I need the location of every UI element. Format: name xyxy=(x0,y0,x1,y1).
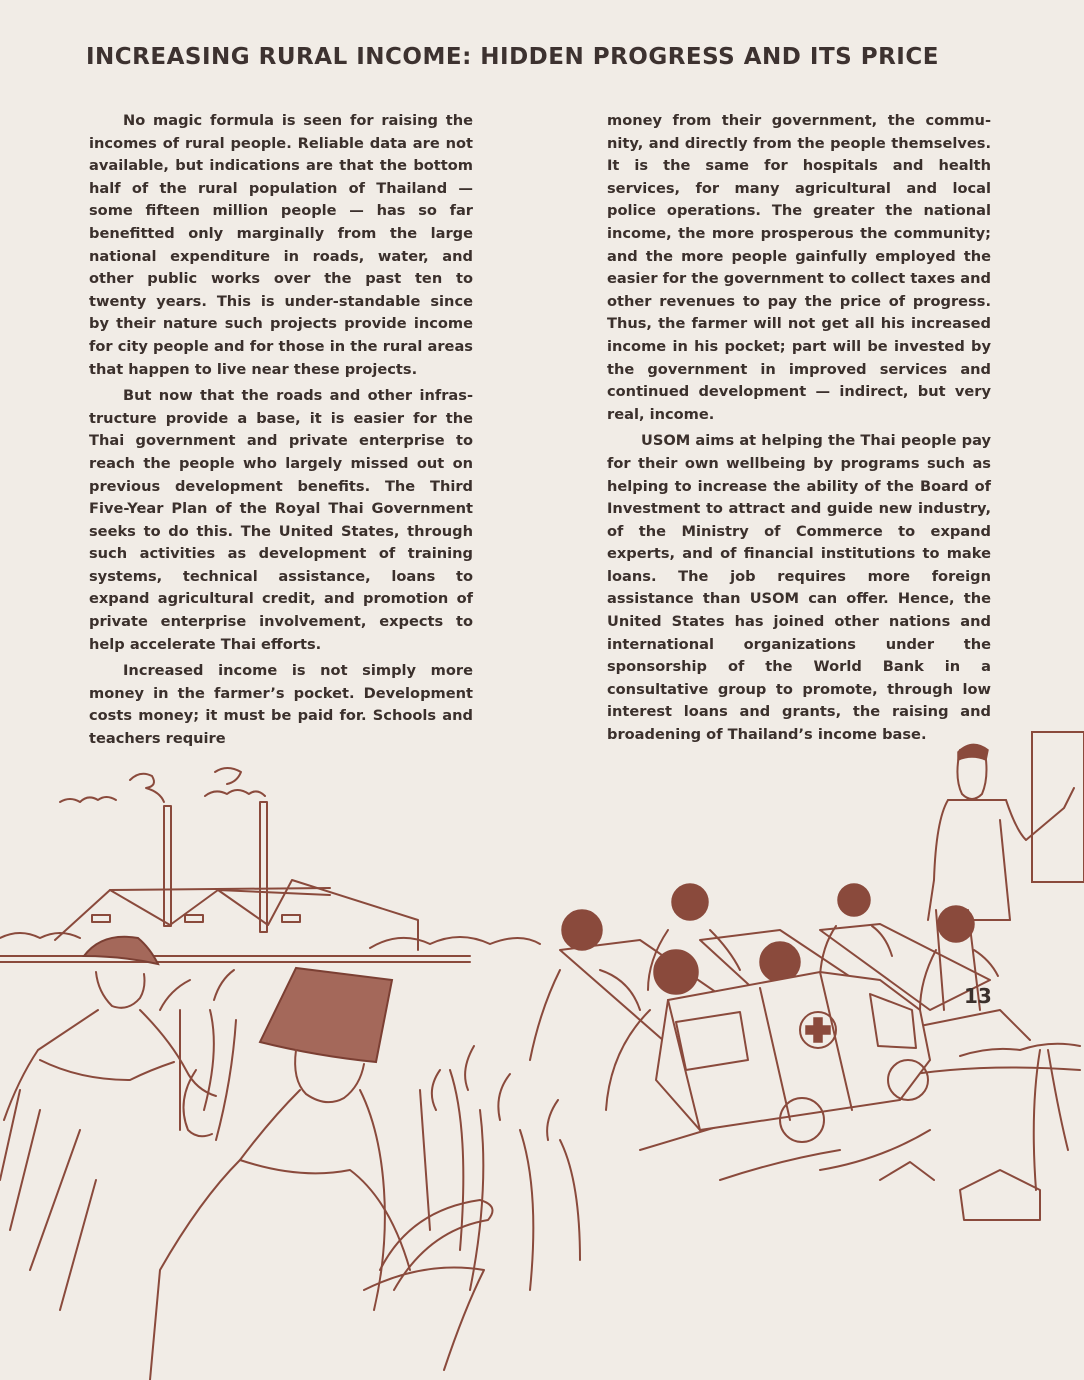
paragraph: money from their government, the community, and directly from the people themselves. It is the same for hospitals and health services, for many agricultural and local police operations. The greater the national income, the more prosperous the community; and the more people gainfully employed the easier for the government to collect taxes and other revenues to pay the price of progress. Thus, the farmer will not get all his increased income in his pocket; part will be invested by the government in improved services and continued development — indirect, but very real, income. xyxy=(607,112,991,423)
smoke-drawing xyxy=(60,768,265,802)
text-column-right xyxy=(607,110,991,751)
page-title: INCREASING RURAL INCOME: HIDDEN PROGRESS AND ITS PRICE xyxy=(86,44,939,70)
ambulance-drawing xyxy=(656,956,930,1180)
farmer-drawing-center xyxy=(150,968,493,1380)
paragraph: But now that the roads and other infrastructure provide a base, it is easier for the Thai government and private enterprise to reach the people who largely missed out on previous development benefits. The Third Five-Year Plan of the Royal Thai Government seeks to do this. The United States, through such activities as development of training systems, technical assistance, loans to expand agricultural credit, and promotion of private enterprise involvement, expects to help accelerate Thai efforts. xyxy=(89,387,473,653)
farmer-drawing-left xyxy=(4,937,216,1136)
paragraph: USOM aims at helping the Thai people pay for their own wellbeing by programs such as helping to increase the ability of the Board of Investment to attract and guide new industry, of the Ministry of Commerce to expand experts, and of financial institutions to make loans. The job requires more foreign assistance than USOM can offer. Hence, the United States has joined other nations and international organizations under the sponsorship of the World Bank in a consultative group to promote, through low interest loans and grants, the raising and broadening of Thailand’s income base. xyxy=(607,432,991,744)
paragraph: Increased income is not simply more money in the farmer’s pocket. Development costs money; it must be paid for. Schools and teachers require xyxy=(89,662,473,748)
paragraph: No magic formula is seen for raising the incomes of rural people. Reliable data are not available, but indications are that the bottom half of the rural population of Thailand — some fifteen million people — has so far benefitted only marginally from the large national expenditure in roads, water, and other public works over the past ten to twenty years. This is under-standable since by their nature such projects provide income for city people and for those in the rural areas that happen to live near these projects. xyxy=(89,112,473,378)
page-number: 13 xyxy=(964,984,992,1008)
factory-buildings xyxy=(0,880,540,962)
line-illustration xyxy=(0,710,1084,1380)
text-column-left xyxy=(89,110,473,755)
